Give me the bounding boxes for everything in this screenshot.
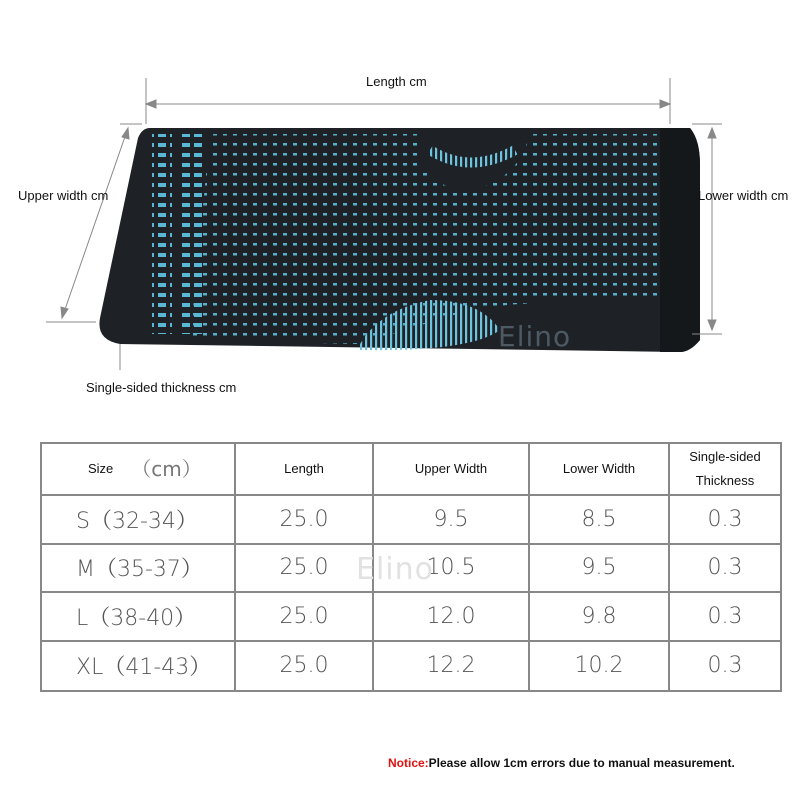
table-row-size: XL（41-43） bbox=[42, 642, 236, 691]
table-watermark: Elino bbox=[356, 552, 434, 587]
header-length: Length bbox=[236, 444, 374, 496]
table-row-size: M（35-37） bbox=[42, 545, 236, 594]
table-row-upper-width: 10.5 bbox=[374, 545, 530, 594]
header-thickness-line2: Thickness bbox=[695, 473, 755, 488]
photo-watermark: Elino bbox=[498, 320, 572, 353]
header-size bbox=[42, 444, 236, 496]
length-label: Length cm bbox=[366, 74, 427, 89]
header-size-unit: （cm） bbox=[131, 457, 202, 481]
table-row-lower-width: 8.5 bbox=[530, 496, 670, 545]
table-row-upper-width: 12.0 bbox=[374, 593, 530, 642]
table-row-lower-width: 9.5 bbox=[530, 545, 670, 594]
header-lower-width: Lower Width bbox=[530, 444, 670, 496]
table-row-size: S（32-34） bbox=[42, 496, 236, 545]
table-row-lower-width: 9.8 bbox=[530, 593, 670, 642]
table-row-thickness: 0.3 bbox=[707, 653, 743, 679]
ankle-sleeve-photo bbox=[99, 128, 700, 352]
table-row-thickness: 0.3 bbox=[670, 496, 780, 545]
upper-width-label: Upper width cm bbox=[18, 188, 109, 203]
thickness-label: Single-sided thickness cm bbox=[86, 380, 237, 395]
table-row-upper-width: 12.2 bbox=[374, 642, 530, 691]
notice-body: Please allow 1cm errors due to manual measurement. bbox=[428, 756, 735, 770]
table-row-length: 25.0 bbox=[236, 642, 374, 691]
notice-text bbox=[388, 756, 735, 770]
table-row-thickness: 0.3 bbox=[670, 593, 780, 642]
header-size-label: Size bbox=[88, 461, 114, 476]
table-row-length: 25.0 bbox=[236, 545, 374, 594]
table-row-size: L（38-40） bbox=[42, 593, 236, 642]
header-upper-width: Upper Width bbox=[374, 444, 530, 496]
table-row-length: 25.0 bbox=[236, 593, 374, 642]
table-row-upper-width: 9.5 bbox=[374, 496, 530, 545]
table-row-lower-width: 10.2 bbox=[530, 642, 670, 691]
table-row-length: 25.0 bbox=[236, 496, 374, 545]
lower-width-label: Lower width cm bbox=[698, 188, 789, 203]
notice-prefix: Notice: bbox=[388, 756, 429, 770]
header-thickness-line1: Single-sided bbox=[689, 449, 761, 464]
table-row-thickness: 0.3 bbox=[670, 545, 780, 594]
header-thickness bbox=[670, 444, 780, 496]
